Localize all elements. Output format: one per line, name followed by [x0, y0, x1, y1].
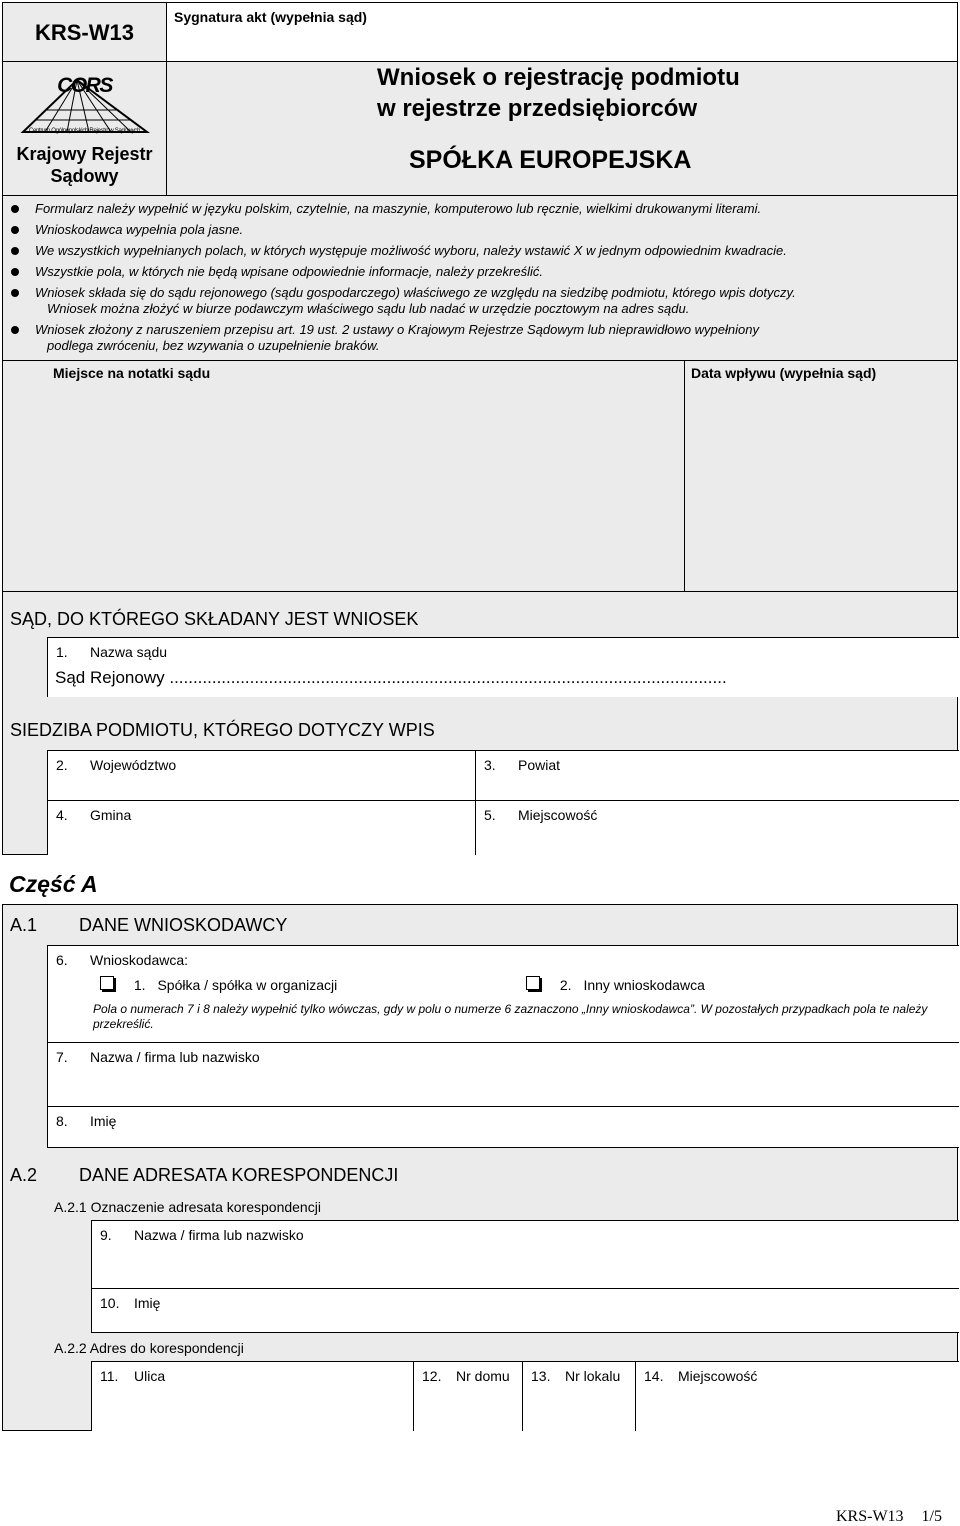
field-number: 6.	[56, 952, 68, 968]
address-locality-label	[644, 1368, 757, 1384]
field-number: 12.	[422, 1368, 442, 1384]
logo-subtext: Centrum Ogólnopolskich Rejestrów Sądowych	[28, 128, 141, 134]
field-label: Nazwa sądu	[90, 644, 168, 660]
commune-field[interactable]	[47, 800, 476, 855]
applicant-note: Pola o numerach 7 i 8 należy wypełnić tylko wówczas, gdy w polu o numerze 6 zaznaczono „Inny wnioskodawca”. W pozostałych przypadkach pola te należy przekreślić.	[93, 1002, 928, 1031]
field-label: Powiat	[518, 757, 561, 773]
checkbox-company[interactable]	[100, 976, 114, 990]
district-label	[484, 757, 560, 773]
court-seat-section	[2, 591, 958, 855]
field-label: Województwo	[90, 757, 177, 773]
page-subtitle: SPÓŁKA EUROPEJSKA	[409, 146, 692, 174]
bullet-icon	[11, 289, 19, 297]
field-number: 5.	[484, 807, 496, 823]
footer	[836, 1508, 942, 1526]
title-box	[166, 61, 958, 196]
option-company[interactable]	[100, 976, 337, 993]
bullet-icon	[11, 205, 19, 213]
option-label: Inny wnioskodawca	[583, 977, 705, 993]
bullet-icon	[11, 326, 19, 334]
court-section-title: SĄD, DO KTÓREGO SKŁADANY JEST WNIOSEK	[10, 609, 419, 629]
signature-box[interactable]	[166, 2, 958, 62]
voivodeship-label	[56, 757, 176, 773]
form-code: KRS-W13	[34, 20, 134, 45]
house-number-label	[422, 1368, 510, 1384]
correspondent-name-field[interactable]	[91, 1220, 959, 1288]
apartment-number-field[interactable]	[522, 1361, 636, 1431]
footer-page: 1/5	[921, 1508, 942, 1525]
correspondent-firstname-label	[100, 1295, 160, 1311]
a2-2-subtitle: A.2.2 Adres do korespondencji	[54, 1340, 244, 1356]
instruction-6: Wniosek złożony z naruszeniem przepisu art. 19 ust. 2 ustawy o Krajowym Rejestrze Sądowym lub nieprawidłowo wypełniony	[35, 322, 759, 337]
instruction-4: Wszystkie pola, w których nie będą wpisane odpowiednie informacje, należy przekreślić.	[35, 264, 543, 279]
page-title-line2: w rejestrze przedsiębiorców	[377, 95, 698, 122]
option-other[interactable]	[526, 976, 705, 993]
registry-line1: Krajowy Rejestr	[16, 144, 153, 164]
locality-label	[484, 807, 597, 823]
header-code-box	[2, 2, 167, 62]
registry-line2: Sądowy	[50, 166, 119, 186]
signature-label: Sygnatura akt (wypełnia sąd)	[174, 9, 367, 25]
field-label: Miejscowość	[518, 807, 598, 823]
district-field[interactable]	[475, 750, 959, 800]
receipt-date-box	[684, 360, 958, 592]
field-label: Nr domu	[456, 1368, 510, 1384]
field-label: Ulica	[134, 1368, 166, 1384]
a2-title: DANE ADRESATA KORESPONDENCJI	[79, 1165, 399, 1185]
applicant-firstname-label	[56, 1113, 116, 1129]
court-name-field[interactable]	[47, 637, 959, 697]
a2-code: A.2	[10, 1165, 38, 1185]
applicant-type-field	[47, 945, 959, 1042]
instruction-5: Wniosek składa się do sądu rejonowego (sądu gospodarczego) właściwego ze względu na siedzibę podmiotu, którego wpis dotyczy.	[35, 285, 796, 300]
field-label: Nazwa / firma lub nazwisko	[90, 1049, 260, 1065]
field-number: 7.	[56, 1049, 68, 1065]
applicant-name-label	[56, 1049, 260, 1065]
court-notes-label: Miejsce na notatki sądu	[53, 365, 211, 381]
field-number: 14.	[644, 1368, 664, 1384]
field-label: Imię	[90, 1113, 117, 1129]
voivodeship-field[interactable]	[47, 750, 476, 800]
instructions-box	[2, 195, 958, 361]
field-number: 1.	[56, 644, 68, 660]
field-number: 9.	[100, 1227, 112, 1243]
apartment-number-label	[531, 1368, 620, 1384]
part-a-section	[2, 904, 958, 1431]
field-label: Nr lokalu	[565, 1368, 621, 1384]
court-name-value: Sąd Rejonowy ......................................................................................................................	[55, 668, 727, 687]
house-number-field[interactable]	[413, 1361, 523, 1431]
field-number: 3.	[484, 757, 496, 773]
bullet-icon	[11, 247, 19, 255]
field-label: Miejscowość	[678, 1368, 758, 1384]
field-number: 4.	[56, 807, 68, 823]
instruction-6b: podlega zwróceniu, bez wzywania o uzupełnienie braków.	[47, 338, 380, 353]
court-name-label	[56, 644, 167, 660]
a1-title: DANE WNIOSKODAWCY	[79, 915, 288, 935]
logo-text: CORS	[57, 74, 112, 97]
seat-section-title: SIEDZIBA PODMIOTU, KTÓREGO DOTYCZY WPIS	[10, 720, 435, 740]
field-number: 2.	[56, 757, 68, 773]
receipt-date-label: Data wpływu (wypełnia sąd)	[691, 365, 877, 381]
field-label: Nazwa / firma lub nazwisko	[134, 1227, 304, 1243]
checkbox-other[interactable]	[526, 976, 540, 990]
applicant-name-field[interactable]	[47, 1042, 959, 1106]
instruction-1: Formularz należy wypełnić w języku polskim, czytelnie, na maszynie, komputerowo lub ręcznie, wielkimi drukowanymi literami.	[35, 201, 762, 216]
correspondent-firstname-field[interactable]	[91, 1288, 959, 1333]
part-a-title: Część A	[9, 871, 98, 897]
address-locality-field[interactable]	[635, 1361, 959, 1431]
correspondent-name-label	[100, 1227, 304, 1243]
commune-label	[56, 807, 131, 823]
bullet-icon	[11, 268, 19, 276]
court-notes-box	[2, 360, 685, 592]
field-label: Gmina	[90, 807, 132, 823]
bullet-icon	[11, 226, 19, 234]
footer-code: KRS-W13	[835, 1508, 904, 1525]
street-label	[100, 1368, 165, 1384]
instruction-3: We wszystkich wypełnianych polach, w których występuje możliwość wyboru, należy wstawić X w jednym odpowiednim kwadracie.	[35, 243, 787, 258]
field-number: 11.	[100, 1368, 119, 1384]
a1-code: A.1	[10, 915, 38, 935]
instruction-5b: Wniosek można złożyć w biurze podawczym właściwego sądu lub nadać w urzędzie pocztowym na adres sądu.	[47, 301, 690, 316]
field-number: 13.	[531, 1368, 551, 1384]
a2-1-subtitle: A.2.1 Oznaczenie adresata korespondencji	[54, 1199, 321, 1215]
logo-box	[2, 61, 167, 196]
option-label: Spółka / spółka w organizacji	[157, 977, 338, 993]
page-title-line1: Wniosek o rejestrację podmiotu	[377, 64, 740, 91]
applicant-firstname-field[interactable]	[47, 1106, 959, 1148]
street-field[interactable]	[91, 1361, 414, 1431]
field-number: 8.	[56, 1113, 68, 1129]
field-label: Imię	[134, 1295, 161, 1311]
applicant-type-label	[56, 952, 188, 968]
locality-field[interactable]	[475, 800, 959, 855]
option-number: 2.	[559, 977, 572, 993]
field-number: 10.	[100, 1295, 120, 1311]
field-label: Wnioskodawca:	[90, 952, 189, 968]
option-number: 1.	[133, 977, 146, 993]
instruction-2: Wnioskodawca wypełnia pola jasne.	[35, 222, 244, 237]
